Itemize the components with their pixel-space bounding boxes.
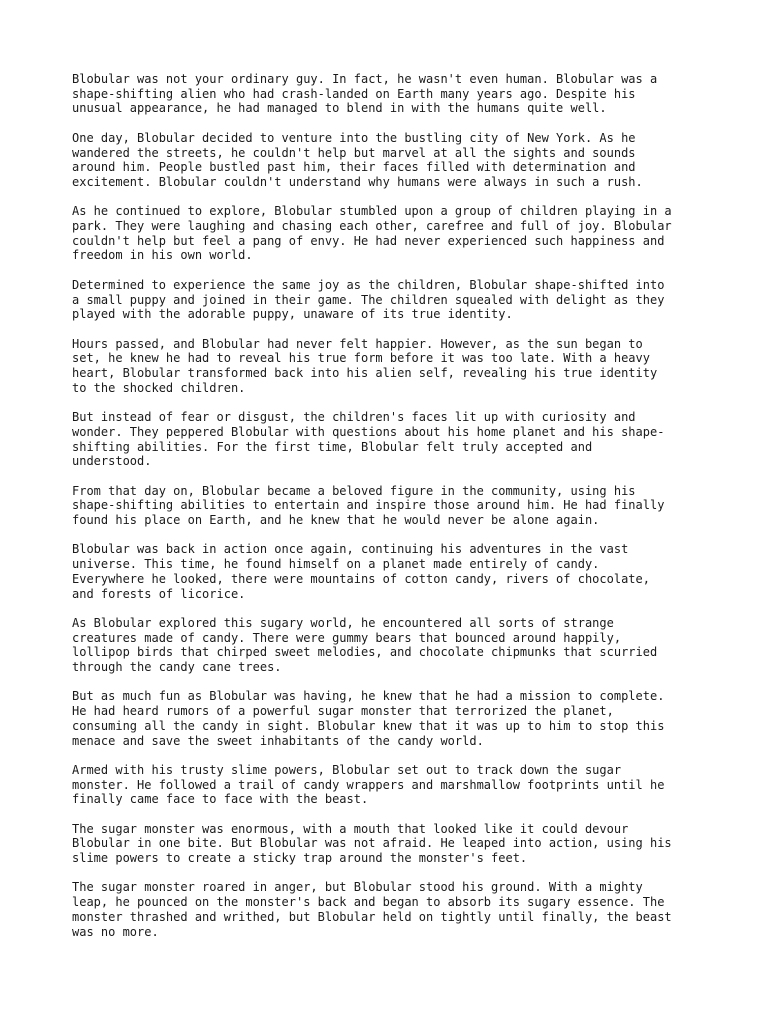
paragraph: The sugar monster was enormous, with a mouth that looked like it could devour Blobular in one bite. But Blobular was not afraid. He leaped into action, using his slime powers to create a sticky trap around the monster's feet.: [72, 821, 672, 866]
paragraph: The sugar monster roared in anger, but Blobular stood his ground. With a mighty leap, he pounced on the monster's back and began to absorb its sugary essence. The monster thrashed and writhed, but Blobular held on tightly until finally, the beast was no more.: [72, 880, 672, 939]
paragraph: Armed with his trusty slime powers, Blobular set out to track down the sugar monster. He followed a trail of candy wrappers and marshmallow footprints until he finally came face to face with the beast.: [72, 762, 665, 807]
paragraph: From that day on, Blobular became a beloved figure in the community, using his shape-shifting abilities to entertain and inspire those around him. He had finally found his place on Earth, and he knew that he would never be alone again.: [72, 483, 665, 527]
paragraph: One day, Blobular decided to venture into the bustling city of New York. As he wandered the streets, he couldn't help but marvel at all the sights and sounds around him. People bustled past him, their faces filled with determination and excitement. Blobular couldn't understand why humans were always in such a rush.: [72, 130, 643, 189]
paragraph: Blobular was back in action once again, continuing his adventures in the vast universe. This time, he found himself on a planet made entirely of candy. Everywhere he looked, there were mountains of cotton candy, rivers of chocolate, and forests of licorice.: [72, 542, 650, 601]
paragraph: Determined to experience the same joy as the children, Blobular shape-shifted into a small puppy and joined in their game. The children squealed with delight as they played with the adorable puppy, unaware of its true identity.: [72, 277, 665, 322]
paragraph: Hours passed, and Blobular had never felt happier. However, as the sun began to set, he knew he had to reveal his true form before it was too late. With a heavy heart, Blobular transformed back into his alien self, revealing his true identity to the shocked children.: [72, 336, 658, 395]
document-page: [72, 72, 712, 954]
paragraph: As Blobular explored this sugary world, he encountered all sorts of strange creatures made of candy. There were gummy bears that bounced around happily, lollipop birds that chirped sweet melodies, and chocolate chipmunks that scurried through the candy cane trees.: [72, 615, 658, 674]
paragraph: But as much fun as Blobular was having, he knew that he had a mission to complete. He had heard rumors of a powerful sugar monster that terrorized the planet, consuming all the candy in sight. Blobular knew that it was up to him to stop this menace and save the sweet inhabitants of the candy world.: [72, 689, 665, 748]
paragraph: Blobular was not your ordinary guy. In fact, he wasn't even human. Blobular was a shape-shifting alien who had crash-landed on Earth many years ago. Despite his unusual appearance, he had managed to blend in with the humans quite well.: [72, 72, 658, 116]
paragraph: As he continued to explore, Blobular stumbled upon a group of children playing in a park. They were laughing and chasing each other, carefree and full of joy. Blobular couldn't help but feel a pang of envy. He had never experienced such happiness and freedom in his own world.: [72, 204, 672, 263]
paragraph: But instead of fear or disgust, the children's faces lit up with curiosity and wonder. They peppered Blobular with questions about his home planet and his shape- shifting abilities. For the first time, Blobular felt truly accepted and understood.: [72, 410, 665, 469]
